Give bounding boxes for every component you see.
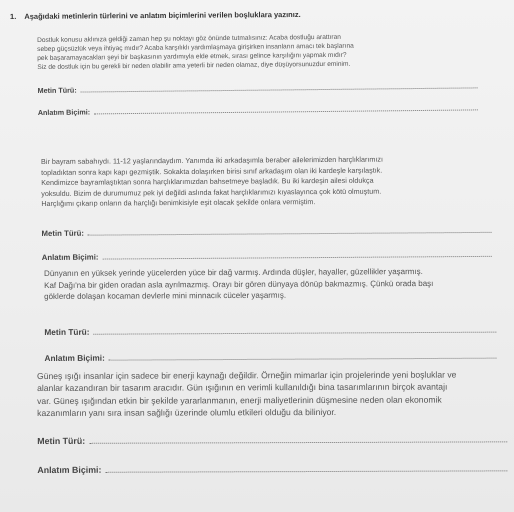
question-number: 1. xyxy=(10,11,17,21)
passage-1 xyxy=(37,31,477,72)
passage-line: göklerde dolaşan kocaman devlerle mini minnacık cüceler yaşarmış. xyxy=(44,290,287,302)
passage-line: Kendimizce bayramlaştıktan sonra harçlıklarımızdan bahsetmeye başladık. Bu iki kardeşin ailesi oldukça xyxy=(41,175,374,188)
anlatim-bicimi-field-1[interactable] xyxy=(38,103,478,117)
passage-line: Bir bayram sabahıydı. 11-12 yaşlarındaydım. Yanımda iki arkadaşımla beraber ailelerimizden harçlıklarımızı xyxy=(41,154,384,166)
anlatim-bicimi-label: Anlatım Biçimi: xyxy=(37,107,91,117)
passage-line: Siz de dostluk için bu gerekli bir neden olabilir ama yeterli bir neden olamaz, diye düşüyorsunuzdur eminim. xyxy=(37,60,351,71)
anlatim-bicimi-label: Anlatım Biçimi: xyxy=(44,352,105,363)
text-section-4 xyxy=(37,368,507,474)
question-text: Aşağıdaki metinlerin türlerini ve anlatım biçimlerini verilen boşluklara yazınız. xyxy=(24,9,301,21)
anlatim-bicimi-field-4[interactable] xyxy=(37,463,507,475)
passage-line: kazanımların yanı sıra insan sağlığı üzerinde olumlu etkileri olduğu da biliniyor. xyxy=(37,407,337,419)
passage-line: yoksuldu. Bizim de durumumuz pek iyi değildi aslında fakat harçlıklarımızı kıyaslayınca çok kötü olmuştum. xyxy=(41,186,382,198)
passage-line: var. Güneş ışığından etkin bir şekilde yararlanmanın, enerji maliyetlerinin düşmesine neden olan ekonomik xyxy=(37,394,442,406)
passage-line: Harçlığımı çıkarıp onların da harçlığı benimkisiyle eşit olacak şekilde onlara vermiştim. xyxy=(41,197,316,209)
metin-turu-field-1[interactable] xyxy=(38,81,478,95)
metin-turu-label: Metin Türü: xyxy=(37,435,86,446)
anlatim-bicimi-field-3[interactable] xyxy=(44,350,496,362)
text-section-1 xyxy=(37,31,478,117)
metin-turu-label: Metin Türü: xyxy=(44,326,90,337)
anlatim-bicimi-label: Anlatım Biçimi: xyxy=(37,464,102,475)
text-section-2 xyxy=(41,154,492,262)
passage-line: alanlar kazandıran bir tasarım aracıdır. Gün ışığının en verimli kullanıldığı bina tasarımlarının birçok avantajı xyxy=(37,381,448,394)
answer-line[interactable] xyxy=(88,232,492,236)
passage-line: sebep güçsüzlük veya ihtiyaç mıdır? Acaba karşılıklı yardımlaşmaya girişirken insanların amacı tek başlarına xyxy=(37,42,354,53)
answer-line[interactable] xyxy=(89,441,507,443)
passage-line: pek başaramayacakları şeyi bir başkasının yardımıyla elde etmek, sırası gelince karşılığını yapmak mıdır? xyxy=(37,51,347,62)
passage-line: Güneş ışığı insanlar için sadece bir enerji kaynağı değildir. Örneğin mimarlar için projelerinde yeni boşluklar ve xyxy=(37,369,457,381)
metin-turu-label: Metin Türü: xyxy=(41,228,85,238)
answer-line[interactable] xyxy=(81,87,478,92)
passage-3 xyxy=(44,266,496,303)
question-heading xyxy=(10,10,301,21)
answer-line[interactable] xyxy=(105,470,507,472)
metin-turu-field-2[interactable] xyxy=(42,226,492,238)
anlatim-bicimi-label: Anlatım Biçimi: xyxy=(41,252,99,262)
answer-line[interactable] xyxy=(102,256,491,260)
passage-line: topladıktan sonra kapı kapı gezmiştik. Sokakta dolaşırken birisi sınıf arkadaşım olan iki kardeşle karşılaştık. xyxy=(41,165,383,177)
passage-line: Dünyanın en yüksek yerinde yücelerden yüce bir dağ varmış. Ardında düşler, hayaller, güzellikler yaşarmış. xyxy=(44,267,423,278)
passage-2 xyxy=(41,154,491,210)
text-section-3 xyxy=(44,266,496,363)
metin-turu-label: Metin Türü: xyxy=(37,85,77,95)
passage-4 xyxy=(37,368,507,419)
passage-line: Dostluk konusu aklınıza geldiği zaman hep şu noktayı göz önünde tutmalısınız: Acaba dostluğu arattıran xyxy=(37,33,341,44)
anlatim-bicimi-field-2[interactable] xyxy=(42,250,492,262)
metin-turu-field-4[interactable] xyxy=(37,434,507,446)
metin-turu-field-3[interactable] xyxy=(44,324,496,336)
answer-line[interactable] xyxy=(109,357,497,360)
passage-line: Kaf Dağı'na bir giden oradan asla ayrılmazmış. Orayı bir gören dünyaya dönüp bakmazmış. Çünkü orada başı xyxy=(44,278,434,290)
answer-line[interactable] xyxy=(94,109,478,114)
answer-line[interactable] xyxy=(94,331,497,334)
